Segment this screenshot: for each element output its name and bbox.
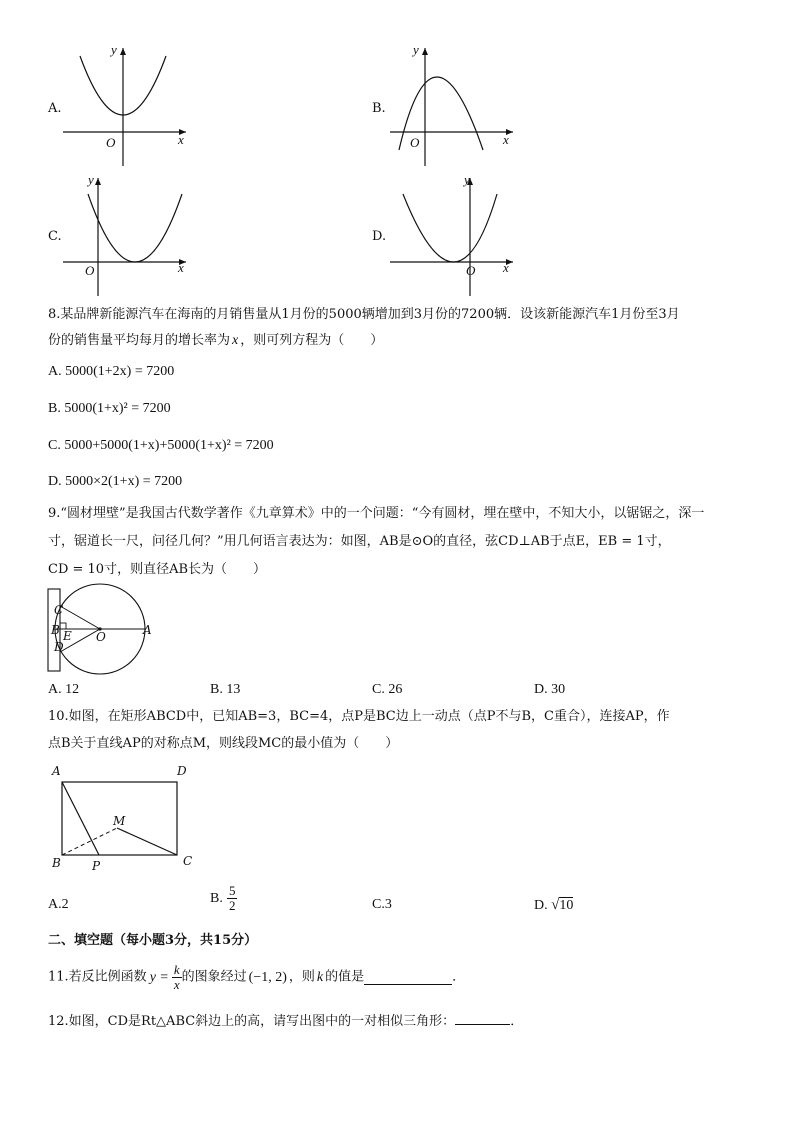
q8-stem-line1: 8.某品牌新能源汽车在海南的月销售量从1月份的5000辆增加到3月份的7200辆．设该新能源汽车1月份至3月 <box>48 307 680 322</box>
q10-option-b-label: B. <box>210 891 223 906</box>
q11-end: ． <box>452 969 466 985</box>
q10-option-b <box>210 884 237 913</box>
q7-a-origin-label: O <box>106 135 116 150</box>
q10-label-c: C <box>183 854 193 868</box>
q7-graph-b <box>385 42 525 167</box>
q11-fraction <box>172 963 182 992</box>
q11-prefix: 11.若反比例函数 <box>48 969 147 985</box>
q10-label-p: P <box>92 859 101 873</box>
q7-a-y-label: y <box>111 42 117 57</box>
q11-frac-num: k <box>173 962 180 977</box>
q9-label-o: O <box>96 630 106 644</box>
q11-frac-den: x <box>173 977 180 992</box>
q9-option-d: D. 30 <box>534 682 566 697</box>
section-2-title: 二、填空题（每小题3分，共15分） <box>48 933 258 948</box>
q10-stem-line1: 10.如图，在矩形ABCD中，已知AB=3，BC=4，点P是BC边上一动点（点P不与B，C重合），连接AP，作 <box>48 709 670 724</box>
q8-option-d: D. 5000×2(1+x) = 7200 <box>48 474 183 489</box>
q8-stem-line2-b: ，则可列方程为（ ） <box>240 333 384 348</box>
q7-option-b-label: B. <box>372 101 386 116</box>
q7-option-d-label: D. <box>372 229 387 244</box>
q10-label-b: B <box>52 856 61 870</box>
q10-option-d-radicand: 10 <box>559 898 574 913</box>
q12-text: 12.如图，CD是Rt△ABC斜边上的高，请写出图中的一对相似三角形： <box>48 1014 456 1029</box>
q7-d-x-label: x <box>503 260 509 275</box>
q10-label-m: M <box>113 814 126 828</box>
q7-c-y-label: y <box>88 172 94 187</box>
q10-frac-den: 2 <box>228 898 236 913</box>
q7-b-origin-label: O <box>410 135 420 150</box>
q10-option-d <box>534 896 573 915</box>
q9-stem-line3: CD = 10寸，则直径AB长为（ ） <box>48 562 267 577</box>
q11-suffix: 的值是 <box>325 969 365 985</box>
q8-stem-line2-a: 份的销售量平均每月的增长率为 <box>48 333 231 348</box>
q9-option-a: A. 12 <box>48 682 80 697</box>
q12-end: ． <box>510 1014 524 1029</box>
q7-d-y-label: y <box>464 172 470 187</box>
q7-option-c-label: C. <box>48 229 62 244</box>
q10-option-d-label: D. <box>534 898 548 913</box>
q7-b-y-label: y <box>413 42 419 57</box>
q11-var-k: k <box>316 969 324 985</box>
q9-label-c: C <box>54 603 64 617</box>
q7-graph-d <box>385 172 525 297</box>
q10-option-b-fraction <box>227 884 238 913</box>
q9-option-b: B. 13 <box>210 682 241 697</box>
q11-point: (−1, 2) <box>248 969 287 985</box>
q7-c-x-label: x <box>178 260 184 275</box>
q9-option-c: C. 26 <box>372 682 403 697</box>
q11-mid: 的图象经过 <box>181 969 247 985</box>
q7-c-origin-label: O <box>85 263 95 278</box>
q8-option-b: B. 5000(1+x)² = 7200 <box>48 401 171 416</box>
q11-answer-blank[interactable] <box>364 970 452 985</box>
q11-mid2: ，则 <box>288 969 315 985</box>
q8-option-a: A. 5000(1+2x) = 7200 <box>48 364 175 379</box>
q9-stem-line1: 9.“圆材埋壁”是我国古代数学著作《九章算术》中的一个问题：“今有圆材，埋在壁中，不知大小，以锯锯之，深一 <box>48 506 705 521</box>
q7-b-x-label: x <box>503 132 509 147</box>
q8-var-x: x <box>232 333 239 348</box>
q10-label-d: D <box>177 764 187 778</box>
q10-option-a: A.2 <box>48 897 69 912</box>
q10-stem-line2: 点B关于直线AP的对称点M，则线段MC的最小值为（ ） <box>48 736 399 751</box>
q11-func-lhs: y = <box>149 969 169 985</box>
q8-stem-line2 <box>48 332 383 350</box>
q7-option-a-label: A. <box>48 101 62 116</box>
q7-graph-a <box>58 42 198 167</box>
q9-label-d: D <box>54 640 64 654</box>
q9-stem-line2: 寸，锯道长一尺，问径几何？”用几何语言表达为：如图，AB是⊙O的直径，弦CD⊥AB于点E，EB = 1寸， <box>48 534 671 549</box>
q10-label-a: A <box>52 764 61 778</box>
q9-label-b: B <box>51 623 60 637</box>
q9-label-e: E <box>63 629 72 643</box>
q7-d-origin-label: O <box>466 263 476 278</box>
q7-a-x-label: x <box>178 132 184 147</box>
sqrt-icon: √ <box>551 897 560 913</box>
q12-stem <box>48 1010 523 1031</box>
q7-graph-c <box>58 172 198 297</box>
q8-option-c: C. 5000+5000(1+x)+5000(1+x)² = 7200 <box>48 438 274 453</box>
q11-stem <box>48 963 465 992</box>
q9-label-a: A <box>143 623 152 637</box>
q12-answer-blank[interactable] <box>455 1010 510 1025</box>
q10-frac-num: 5 <box>228 883 236 898</box>
q10-option-c: C.3 <box>372 897 392 912</box>
